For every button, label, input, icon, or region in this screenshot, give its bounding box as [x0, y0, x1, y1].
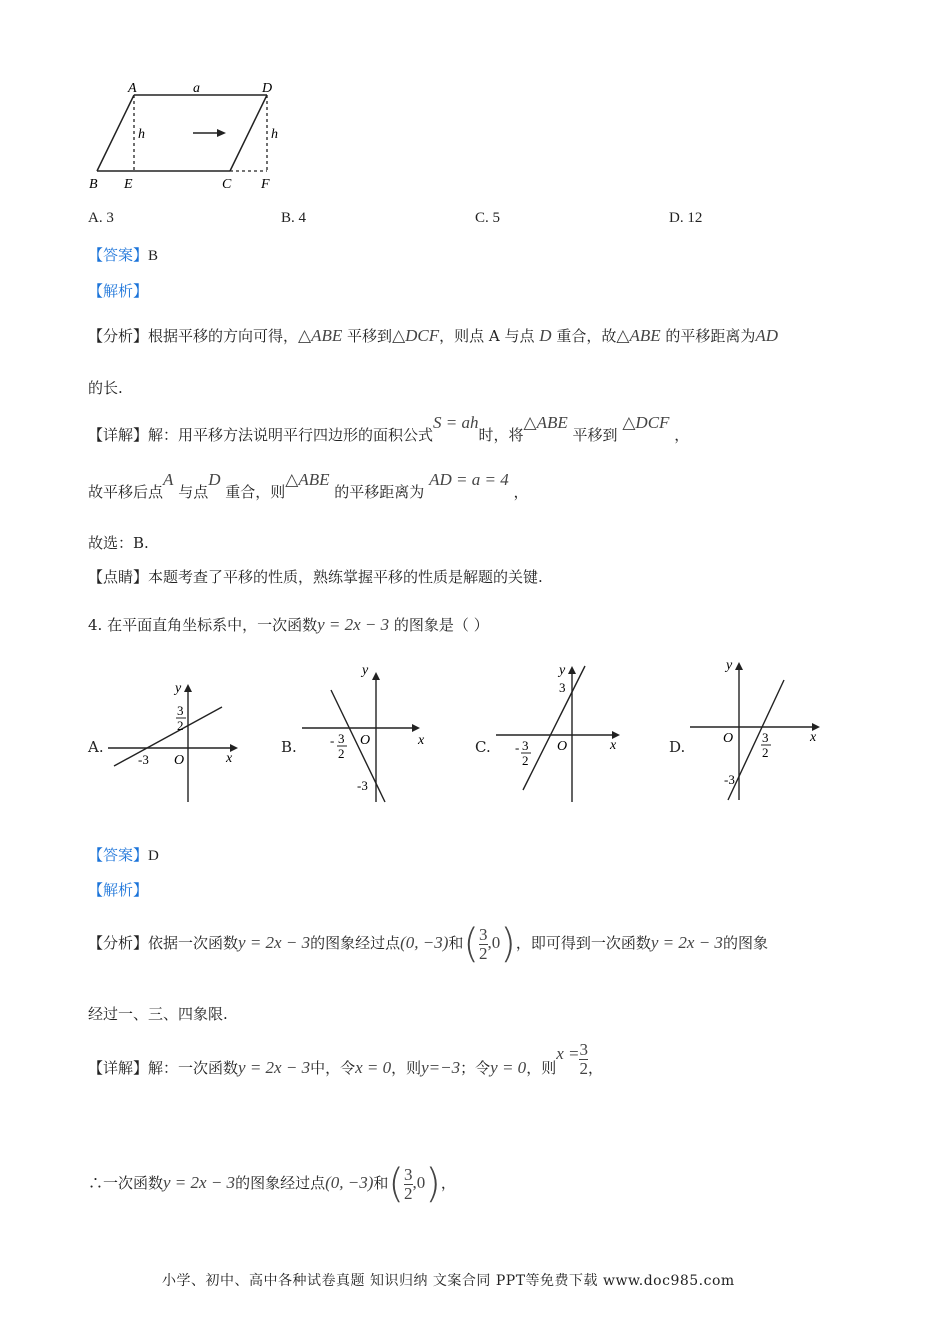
xj-text: ，则	[391, 1059, 422, 1077]
q3-dianjing	[88, 567, 543, 587]
graph-b	[298, 660, 438, 805]
q3-xiangjie-line1	[88, 413, 690, 445]
xj-text: 中，令	[310, 1059, 356, 1077]
math-triangle-abe: △ABE	[285, 470, 330, 489]
answer-value: B	[148, 248, 159, 264]
point-tail: ,0	[412, 1173, 426, 1192]
x-axis-label: x	[810, 730, 817, 745]
th-text: 和	[373, 1174, 389, 1192]
xj-text: ，	[674, 426, 690, 444]
q4-therefore-line	[88, 1158, 456, 1208]
fenxi-text: 根据平移的方向可得，	[148, 327, 299, 345]
footer-watermark: 小学、初中、高中各种试卷真题 知识归纳 文案合同 PPT等免费下载 www.doc985.com	[162, 1273, 735, 1289]
point-tail: ,0	[487, 933, 501, 952]
x-axis-label: x	[226, 751, 233, 766]
origin-label: O	[557, 739, 568, 754]
stem-text: 的图象是（ ）	[393, 616, 489, 634]
xj-text: ，则	[526, 1059, 557, 1077]
fraction-minus: -	[330, 733, 335, 748]
paren-right: )	[425, 1161, 441, 1207]
fraction-numerator: 3	[177, 703, 184, 718]
math-d: D	[539, 326, 552, 345]
label-D: D	[262, 81, 273, 96]
xj-text: 重合，则	[225, 483, 286, 501]
frac-num: 3	[479, 924, 488, 944]
fraction-numerator: 3	[522, 738, 529, 753]
math-triangle-abe: △ABE	[523, 413, 568, 432]
math-triangle-dcf: △DCF	[622, 413, 670, 432]
option-c: C. 5	[475, 210, 501, 226]
math-point-0-neg3: (0, −3)	[400, 933, 449, 952]
fraction-3-2	[404, 1166, 413, 1203]
graph-d-letter: D.	[669, 738, 686, 756]
y-axis-label: y	[362, 663, 369, 678]
graph-b-letter: B.	[281, 738, 297, 756]
fenxi-text: 的平移距离为	[665, 327, 756, 345]
dianjing-tag: 【点睛】	[88, 568, 149, 586]
math-y-2x-3: y = 2x − 3	[163, 1173, 236, 1192]
answer-tag: 【答案】	[88, 246, 149, 264]
origin-label: O	[723, 731, 734, 746]
xj-text: 解：用平移方法说明平行四边形的面积公式	[148, 426, 434, 444]
q3-guxuan: 故选：B.	[88, 534, 149, 552]
xj-text: 故平移后点	[88, 483, 164, 501]
q4-xiangjie-line1	[88, 1040, 603, 1096]
xj-text: 平移到	[572, 426, 618, 444]
option-b: B. 4	[281, 210, 307, 226]
frac-num: 3	[579, 1039, 588, 1059]
xj-text: ；令	[460, 1059, 491, 1077]
x-intercept-label: -3	[138, 752, 149, 767]
x-axis-label: x	[610, 738, 617, 753]
math-triangle-abe: △ABE	[298, 326, 343, 345]
fx-text: 依据一次函数	[148, 934, 239, 952]
math-y-neg3: y=−3	[421, 1058, 461, 1077]
q3-xiangjie-line2	[88, 470, 529, 502]
math-ad: AD	[755, 326, 779, 345]
math-triangle-dcf: △DCF	[392, 326, 440, 345]
q4-fenxi-line1	[88, 918, 768, 968]
y-axis-label: y	[726, 658, 733, 673]
fx-text: ，即可得到一次函数	[515, 934, 651, 952]
th-text: ，	[440, 1174, 456, 1192]
y-axis-label: y	[175, 681, 182, 696]
answer-value: D	[148, 848, 159, 864]
fraction-3-2	[579, 1041, 588, 1078]
fenxi-text: ，则点 A 与点	[439, 327, 535, 345]
graph-d	[686, 654, 826, 802]
y-intercept-label: 3	[559, 680, 566, 695]
fraction-denominator: 2	[338, 746, 345, 761]
label-A: A	[128, 81, 137, 96]
label-E: E	[124, 177, 133, 192]
q4-fenxi-line2: 经过一、三、四象限.	[88, 1005, 228, 1023]
th-text: 的图象经过点	[235, 1174, 326, 1192]
answer-tag: 【答案】	[88, 846, 149, 864]
q3-fenxi-line2: 的长.	[88, 379, 123, 397]
option-a: A. 3	[88, 210, 114, 226]
q3-answer	[88, 245, 158, 266]
xj-text: ，	[587, 1059, 603, 1077]
q4-answer	[88, 845, 159, 866]
math-y-2x-3: y = 2x − 3	[650, 933, 723, 952]
xiangjie-tag: 【详解】	[88, 1059, 149, 1077]
graph-a	[100, 672, 250, 807]
graph-a-letter: A.	[88, 738, 104, 756]
fraction-numerator: 3	[762, 730, 769, 745]
fx-text: 的图象经过点	[310, 934, 401, 952]
fenxi-tag: 【分析】	[88, 327, 149, 345]
fraction-3-2	[479, 926, 488, 963]
paren-left: (	[463, 921, 480, 967]
paren-right: )	[500, 921, 516, 967]
math-point-0-neg3: (0, −3)	[325, 1173, 374, 1192]
fenxi-text: 重合，故	[556, 327, 617, 345]
math-s-ah: S = ah	[433, 413, 479, 432]
math-ad-a-4: AD = a = 4	[429, 470, 509, 489]
fraction-denominator: 2	[177, 718, 184, 733]
graph-c	[492, 658, 632, 806]
origin-label: O	[360, 733, 371, 748]
label-F: F	[261, 177, 270, 192]
xj-text: 时，将	[478, 426, 524, 444]
frac-num: 3	[404, 1164, 413, 1184]
math-x-eq: x =	[556, 1044, 580, 1063]
math-y-2x-3: y = 2x − 3	[238, 933, 311, 952]
jiexi-tag: 【解析】	[88, 282, 149, 300]
fx-text: 的图象	[722, 934, 768, 952]
frac-den: 2	[579, 1058, 588, 1078]
math-triangle-abe: △ABE	[616, 326, 661, 345]
xj-text: ，	[513, 483, 529, 501]
fenxi-tag: 【分析】	[88, 934, 149, 952]
math-y-2x-3: y = 2x − 3	[238, 1058, 311, 1077]
label-h-right: h	[271, 127, 278, 142]
fx-text: 和	[448, 934, 464, 952]
xj-text: 的平移距离为	[334, 483, 425, 501]
q4-stem	[88, 615, 489, 635]
y-intercept-label: -3	[724, 772, 735, 787]
graph-c-letter: C.	[475, 738, 491, 756]
origin-label: O	[174, 753, 185, 768]
xj-text: 与点	[178, 483, 209, 501]
fraction-denominator: 2	[522, 753, 529, 768]
stem-text: 4. 在平面直角坐标系中，一次函数	[88, 616, 318, 634]
fraction-numerator: 3	[338, 731, 345, 746]
q3-fenxi-line1	[88, 326, 778, 346]
y-intercept-label: -3	[357, 778, 368, 793]
fraction-denominator: 2	[762, 745, 769, 760]
label-h-left: h	[138, 127, 145, 142]
y-axis-label: y	[559, 663, 566, 678]
parallelogram-translation-figure	[80, 75, 300, 200]
option-d: D. 12	[669, 210, 703, 226]
math-d: D	[208, 470, 221, 489]
math-x-0: x = 0	[355, 1058, 392, 1077]
paren-left: (	[388, 1161, 404, 1207]
fraction-minus: -	[515, 740, 520, 755]
math-y-0: y = 0	[490, 1058, 527, 1077]
frac-den: 2	[479, 943, 488, 963]
math-y-2x-3: y = 2x − 3	[317, 615, 390, 634]
xiangjie-tag: 【详解】	[88, 426, 149, 444]
dianjing-text: 本题考查了平移的性质，熟练掌握平移的性质是解题的关键.	[148, 568, 543, 586]
fenxi-text: 平移到	[347, 327, 393, 345]
jiexi-tag: 【解析】	[88, 881, 149, 899]
label-B: B	[89, 177, 98, 192]
math-a: A	[163, 470, 174, 489]
label-a: a	[193, 81, 200, 96]
xj-text: 解：一次函数	[148, 1059, 239, 1077]
frac-den: 2	[404, 1183, 413, 1203]
th-text: ∴一次函数	[88, 1174, 164, 1192]
x-axis-label: x	[418, 733, 425, 748]
label-C: C	[222, 177, 232, 192]
